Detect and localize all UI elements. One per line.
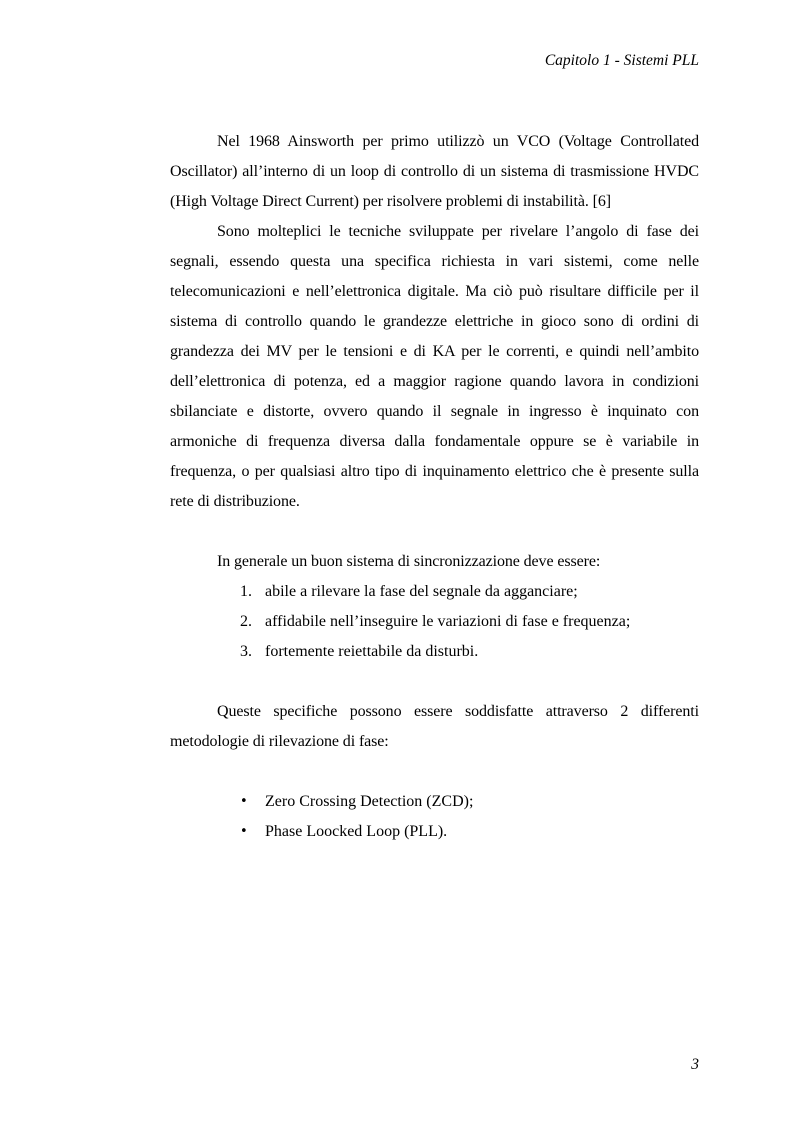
running-header: Capitolo 1 - Sistemi PLL	[544, 52, 699, 69]
list-item	[170, 607, 699, 637]
methods-list	[170, 787, 699, 847]
spacer	[170, 517, 699, 547]
spacer	[170, 667, 699, 697]
spacer	[170, 757, 699, 787]
list-item	[170, 577, 699, 607]
page-number: 3	[691, 1056, 699, 1073]
list-item-text: abile a rilevare la fase del segnale da agganciare;	[265, 583, 578, 600]
list-item	[170, 637, 699, 667]
paragraph-sync-intro: In generale un buon sistema di sincronizzazione deve essere:	[217, 553, 601, 570]
list-number: 3.	[240, 643, 252, 660]
list-item-text: affidabile nell’inseguire le variazioni di fase e frequenza;	[265, 613, 631, 630]
paragraph-vco-history: Nel 1968 Ainsworth per primo utilizzò un VCO (Voltage Controllated Oscillator) all’interno di un loop di controllo di un sistema di trasmissione HVDC (High Voltage Direct Current) per risolvere problemi di instabilità. [6]	[170, 133, 699, 210]
list-item-text: Phase Loocked Loop (PLL).	[265, 823, 448, 840]
page-body	[170, 127, 699, 847]
list-item	[170, 817, 699, 847]
list-number: 1.	[240, 583, 252, 600]
paragraph-phase-detection: Sono molteplici le tecniche sviluppate per rivelare l’angolo di fase dei segnali, essendo questa una specifica richiesta in vari sistemi, come nelle telecomunicazioni e nell’elettronica digitale. Ma ciò può risultare difficile per il sistema di controllo quando le grandezze elettriche in gioco sono di ordini di grandezza dei MV per le tensioni e di KA per le correnti, e quindi nell’ambito dell’elettronica di potenza, ed a maggior ragione quando lavora in condizioni sbilanciate e distorte, ovvero quando il segnale in ingresso è inquinato con armoniche di frequenza diversa dalla fondamentale oppure se è variabile in frequenza, o per qualsiasi altro tipo di inquinamento elettrico che è presente sulla rete di distribuzione.	[170, 223, 699, 510]
bullet-icon: •	[240, 794, 248, 809]
requirements-list	[170, 577, 699, 667]
list-item-text: Zero Crossing Detection (ZCD);	[265, 793, 474, 810]
bullet-icon: •	[240, 824, 248, 839]
list-number: 2.	[240, 613, 252, 630]
paragraph-methods-intro: Queste specifiche possono essere soddisfatte attraverso 2 differenti metodologie di rilevazione di fase:	[170, 703, 699, 750]
list-item	[170, 787, 699, 817]
list-item-text: fortemente reiettabile da disturbi.	[265, 643, 479, 660]
